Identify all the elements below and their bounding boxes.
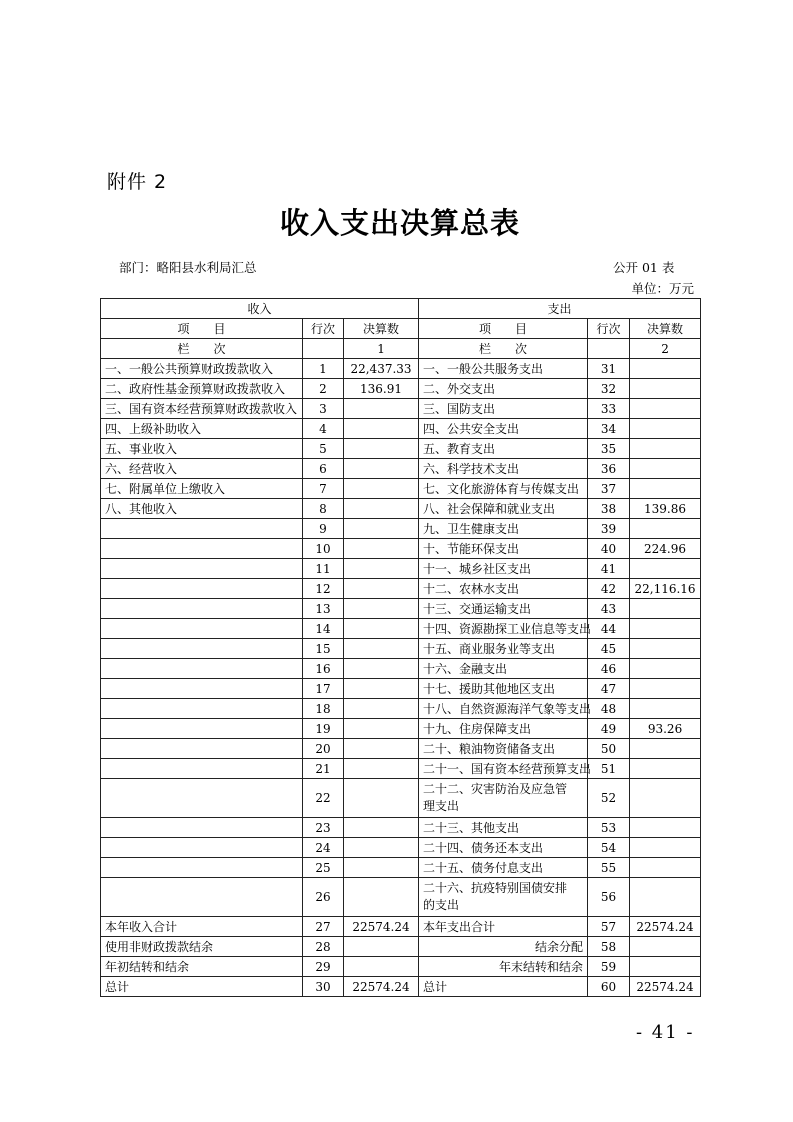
income-item: 七、附属单位上缴收入 <box>101 479 303 499</box>
income-item: 四、上级补助收入 <box>101 419 303 439</box>
income-line: 21 <box>303 759 344 779</box>
income-line: 20 <box>303 739 344 759</box>
expense-amount: 22,116.16 <box>630 579 701 599</box>
expense-item: 十七、援助其他地区支出 <box>419 679 588 699</box>
summary-income-item: 年初结转和结余 <box>101 957 303 977</box>
income-line: 8 <box>303 499 344 519</box>
income-item <box>101 818 303 838</box>
expense-amount <box>630 519 701 539</box>
expense-amount <box>630 818 701 838</box>
table-row <box>101 659 701 679</box>
income-amount <box>344 639 419 659</box>
expense-line: 50 <box>588 739 630 759</box>
income-line: 25 <box>303 858 344 878</box>
expense-item: 十六、金融支出 <box>419 659 588 679</box>
expense-line: 40 <box>588 539 630 559</box>
expense-item: 十二、农林水支出 <box>419 579 588 599</box>
table-code: 公开 01 表 <box>613 260 675 275</box>
expense-line: 47 <box>588 679 630 699</box>
income-amount <box>344 818 419 838</box>
section-header-row <box>101 299 701 319</box>
table-row <box>101 719 701 739</box>
income-col-amount-header: 决算数 <box>344 319 419 339</box>
expense-line: 42 <box>588 579 630 599</box>
table-row <box>101 838 701 858</box>
income-item <box>101 759 303 779</box>
expense-amount <box>630 699 701 719</box>
expense-item: 二、外交支出 <box>419 379 588 399</box>
expense-amount: 93.26 <box>630 719 701 739</box>
expense-line: 45 <box>588 639 630 659</box>
expense-item-text: 二十六、抗疫特别国债安排的支出 <box>423 881 568 912</box>
expense-item: 十四、资源勘探工业信息等支出 <box>419 619 588 639</box>
income-line: 16 <box>303 659 344 679</box>
expense-amount <box>630 679 701 699</box>
expense-amount <box>630 739 701 759</box>
income-amount <box>344 699 419 719</box>
summary-row-carryover <box>101 957 701 977</box>
expense-line: 37 <box>588 479 630 499</box>
expense-column-index-line <box>588 339 630 359</box>
expense-item: 五、教育支出 <box>419 439 588 459</box>
expense-line: 35 <box>588 439 630 459</box>
expense-item: 四、公共安全支出 <box>419 419 588 439</box>
expense-amount: 224.96 <box>630 539 701 559</box>
income-item <box>101 699 303 719</box>
expense-item: 七、文化旅游体育与传媒支出 <box>419 479 588 499</box>
income-item <box>101 519 303 539</box>
income-column-index-line <box>303 339 344 359</box>
expense-amount <box>630 479 701 499</box>
expense-col-item-header: 项 目 <box>419 319 588 339</box>
income-amount <box>344 579 419 599</box>
expense-item: 二十四、债务还本支出 <box>419 838 588 858</box>
expense-line: 53 <box>588 818 630 838</box>
income-amount <box>344 759 419 779</box>
expense-line: 44 <box>588 619 630 639</box>
income-line: 18 <box>303 699 344 719</box>
table-row <box>101 399 701 419</box>
expense-line: 34 <box>588 419 630 439</box>
summary-income-line: 29 <box>303 957 344 977</box>
income-item: 三、国有资本经营预算财政拨款收入 <box>101 399 303 419</box>
expense-item: 十九、住房保障支出 <box>419 719 588 739</box>
expense-item: 三、国防支出 <box>419 399 588 419</box>
summary-income-amount: 22574.24 <box>344 917 419 937</box>
expense-line: 39 <box>588 519 630 539</box>
table-row <box>101 878 701 917</box>
expense-amount <box>630 359 701 379</box>
expense-item: 二十三、其他支出 <box>419 818 588 838</box>
table-row <box>101 599 701 619</box>
expense-line: 38 <box>588 499 630 519</box>
summary-expense-amount <box>630 937 701 957</box>
expense-amount <box>630 419 701 439</box>
expense-item: 二十五、债务付息支出 <box>419 858 588 878</box>
income-amount <box>344 419 419 439</box>
summary-income-line: 27 <box>303 917 344 937</box>
income-line: 15 <box>303 639 344 659</box>
income-line: 2 <box>303 379 344 399</box>
table-row <box>101 459 701 479</box>
summary-income-item: 本年收入合计 <box>101 917 303 937</box>
page-title: 收入支出决算总表 <box>279 206 520 240</box>
expense-line: 46 <box>588 659 630 679</box>
table-row <box>101 739 701 759</box>
expense-amount <box>630 459 701 479</box>
table-row <box>101 579 701 599</box>
income-line: 10 <box>303 539 344 559</box>
column-index-row <box>101 339 701 359</box>
table-row <box>101 519 701 539</box>
expense-item: 十三、交通运输支出 <box>419 599 588 619</box>
summary-income-amount: 22574.24 <box>344 977 419 997</box>
income-amount <box>344 858 419 878</box>
table-row <box>101 639 701 659</box>
expense-line: 52 <box>588 779 630 818</box>
expense-line: 51 <box>588 759 630 779</box>
expense-line: 31 <box>588 359 630 379</box>
income-line: 13 <box>303 599 344 619</box>
expense-item: 十一、城乡社区支出 <box>419 559 588 579</box>
expense-item: 八、社会保障和就业支出 <box>419 499 588 519</box>
summary-income-line: 28 <box>303 937 344 957</box>
table-row <box>101 759 701 779</box>
income-item: 一、一般公共预算财政拨款收入 <box>101 359 303 379</box>
expense-item: 二十一、国有资本经营预算支出 <box>419 759 588 779</box>
income-amount <box>344 838 419 858</box>
expense-item <box>419 878 588 917</box>
summary-income-amount <box>344 957 419 977</box>
expense-amount <box>630 759 701 779</box>
income-line: 12 <box>303 579 344 599</box>
income-item <box>101 838 303 858</box>
summary-expense-item: 结余分配 <box>419 937 588 957</box>
income-line: 11 <box>303 559 344 579</box>
income-line: 7 <box>303 479 344 499</box>
income-line: 1 <box>303 359 344 379</box>
income-column-index: 1 <box>344 339 419 359</box>
expense-line: 32 <box>588 379 630 399</box>
expense-amount <box>630 399 701 419</box>
expense-amount <box>630 858 701 878</box>
expense-amount <box>630 659 701 679</box>
expense-col-line-header: 行次 <box>588 319 630 339</box>
expense-item: 二十、粮油物资储备支出 <box>419 739 588 759</box>
income-line: 26 <box>303 878 344 917</box>
summary-expense-amount: 22574.24 <box>630 977 701 997</box>
table-row <box>101 619 701 639</box>
summary-expense-amount: 22574.24 <box>630 917 701 937</box>
expense-item: 一、一般公共服务支出 <box>419 359 588 379</box>
income-item <box>101 739 303 759</box>
summary-expense-item: 年末结转和结余 <box>419 957 588 977</box>
table-row <box>101 419 701 439</box>
summary-expense-line: 60 <box>588 977 630 997</box>
summary-row-balance-use <box>101 937 701 957</box>
summary-expense-line: 59 <box>588 957 630 977</box>
income-line: 9 <box>303 519 344 539</box>
income-amount: 22,437.33 <box>344 359 419 379</box>
income-line: 6 <box>303 459 344 479</box>
income-item: 五、事业收入 <box>101 439 303 459</box>
expense-amount <box>630 779 701 818</box>
income-amount <box>344 599 419 619</box>
income-item <box>101 619 303 639</box>
income-item: 二、政府性基金预算财政拨款收入 <box>101 379 303 399</box>
income-line: 4 <box>303 419 344 439</box>
income-item <box>101 878 303 917</box>
income-section-header: 收入 <box>101 299 419 319</box>
expense-amount <box>630 639 701 659</box>
income-item <box>101 659 303 679</box>
table-row <box>101 699 701 719</box>
income-item <box>101 539 303 559</box>
expense-line: 43 <box>588 599 630 619</box>
expense-line: 41 <box>588 559 630 579</box>
table-row <box>101 679 701 699</box>
table-row <box>101 858 701 878</box>
expense-line: 54 <box>588 838 630 858</box>
income-amount <box>344 619 419 639</box>
budget-summary-table <box>100 298 701 997</box>
income-amount <box>344 499 419 519</box>
expense-item-text: 二十二、灾害防治及应急管理支出 <box>423 782 568 813</box>
expense-amount <box>630 439 701 459</box>
table-row <box>101 439 701 459</box>
income-column-index-label: 栏 次 <box>101 339 303 359</box>
expense-line: 36 <box>588 459 630 479</box>
income-line: 17 <box>303 679 344 699</box>
expense-section-header: 支出 <box>419 299 701 319</box>
expense-amount <box>630 619 701 639</box>
summary-expense-item: 本年支出合计 <box>419 917 588 937</box>
income-amount <box>344 479 419 499</box>
income-item <box>101 639 303 659</box>
income-line: 19 <box>303 719 344 739</box>
summary-expense-line: 57 <box>588 917 630 937</box>
income-item <box>101 858 303 878</box>
summary-income-amount <box>344 937 419 957</box>
expense-amount <box>630 838 701 858</box>
summary-expense-item: 总计 <box>419 977 588 997</box>
table-row <box>101 479 701 499</box>
attachment-label: 附件 2 <box>107 171 168 193</box>
income-amount <box>344 719 419 739</box>
income-amount <box>344 679 419 699</box>
income-line: 24 <box>303 838 344 858</box>
income-amount <box>344 539 419 559</box>
income-item <box>101 779 303 818</box>
income-amount <box>344 439 419 459</box>
expense-amount <box>630 559 701 579</box>
expense-item: 九、卫生健康支出 <box>419 519 588 539</box>
unit-label: 单位：万元 <box>631 281 694 296</box>
summary-income-line: 30 <box>303 977 344 997</box>
income-item <box>101 719 303 739</box>
column-header-row <box>101 319 701 339</box>
table-row <box>101 779 701 818</box>
income-item: 六、经营收入 <box>101 459 303 479</box>
expense-line: 48 <box>588 699 630 719</box>
expense-line: 56 <box>588 878 630 917</box>
income-amount <box>344 739 419 759</box>
expense-col-amount-header: 决算数 <box>630 319 701 339</box>
summary-row-annual-total <box>101 917 701 937</box>
page-number: - 41 - <box>636 1022 695 1043</box>
income-line: 3 <box>303 399 344 419</box>
table-row <box>101 559 701 579</box>
expense-amount <box>630 599 701 619</box>
income-amount <box>344 659 419 679</box>
income-amount <box>344 519 419 539</box>
summary-expense-amount <box>630 957 701 977</box>
table-row <box>101 539 701 559</box>
expense-item <box>419 779 588 818</box>
expense-line: 33 <box>588 399 630 419</box>
expense-item: 十八、自然资源海洋气象等支出 <box>419 699 588 719</box>
table-row <box>101 379 701 399</box>
income-amount <box>344 779 419 818</box>
expense-amount: 139.86 <box>630 499 701 519</box>
income-line: 23 <box>303 818 344 838</box>
income-item <box>101 679 303 699</box>
table-row <box>101 818 701 838</box>
income-line: 22 <box>303 779 344 818</box>
income-item: 八、其他收入 <box>101 499 303 519</box>
expense-column-index-label: 栏 次 <box>419 339 588 359</box>
table-row <box>101 499 701 519</box>
expense-amount <box>630 878 701 917</box>
income-item <box>101 579 303 599</box>
income-line: 14 <box>303 619 344 639</box>
income-amount <box>344 459 419 479</box>
expense-line: 49 <box>588 719 630 739</box>
expense-line: 55 <box>588 858 630 878</box>
income-col-line-header: 行次 <box>303 319 344 339</box>
income-amount <box>344 399 419 419</box>
expense-item: 六、科学技术支出 <box>419 459 588 479</box>
expense-column-index: 2 <box>630 339 701 359</box>
income-line: 5 <box>303 439 344 459</box>
income-amount <box>344 878 419 917</box>
summary-expense-line: 58 <box>588 937 630 957</box>
department-label: 部门：略阳县水利局汇总 <box>119 260 257 275</box>
summary-row-grand-total <box>101 977 701 997</box>
income-item <box>101 599 303 619</box>
summary-income-item: 总计 <box>101 977 303 997</box>
expense-item: 十、节能环保支出 <box>419 539 588 559</box>
expense-item: 十五、商业服务业等支出 <box>419 639 588 659</box>
income-col-item-header: 项 目 <box>101 319 303 339</box>
expense-amount <box>630 379 701 399</box>
income-amount: 136.91 <box>344 379 419 399</box>
table-row <box>101 359 701 379</box>
income-item <box>101 559 303 579</box>
summary-income-item: 使用非财政拨款结余 <box>101 937 303 957</box>
income-amount <box>344 559 419 579</box>
